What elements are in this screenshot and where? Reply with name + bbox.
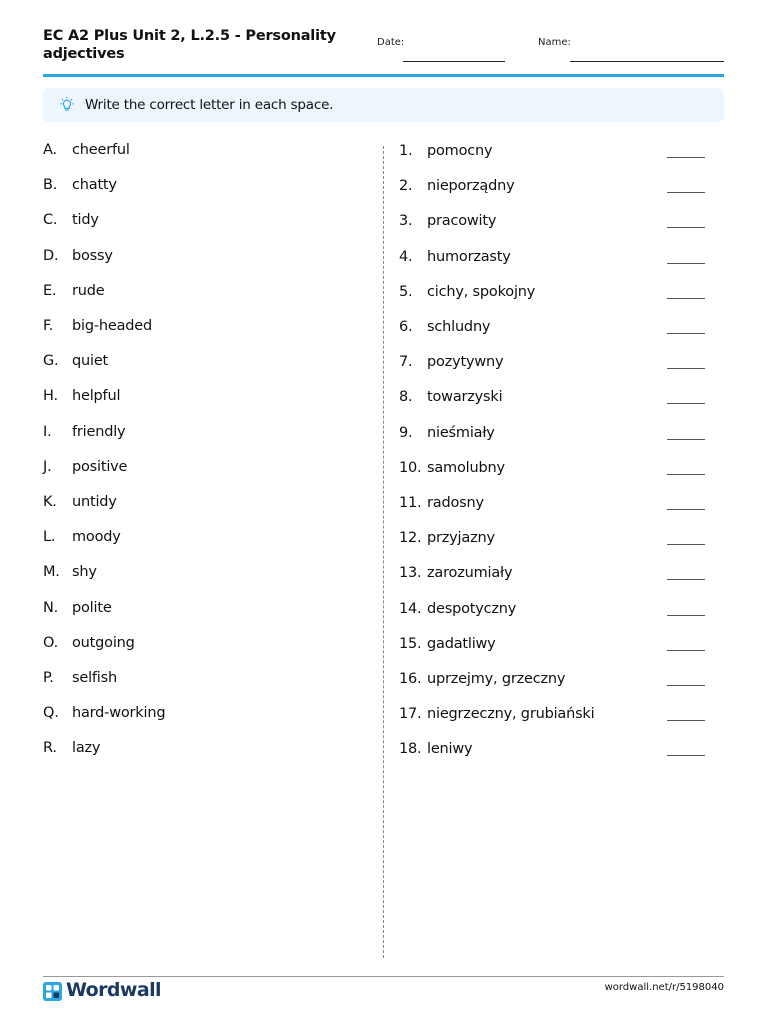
item-number: 4.: [399, 248, 413, 265]
number-item: [399, 706, 709, 730]
item-letter: E.: [43, 282, 57, 299]
item-number: 12.: [399, 530, 422, 547]
polish-word: humorzasty: [427, 248, 511, 265]
answer-blank[interactable]: [667, 544, 705, 545]
english-word: polite: [72, 599, 112, 616]
item-letter: B.: [43, 177, 58, 194]
item-number: 11.: [399, 495, 422, 511]
answer-blank[interactable]: [667, 615, 705, 616]
polish-word: przyjazny: [427, 530, 495, 547]
polish-word: leniwy: [427, 741, 473, 758]
name-label: Name:: [538, 37, 571, 48]
number-item: [399, 601, 709, 625]
polish-word: samolubny: [427, 459, 505, 476]
answer-blank[interactable]: [667, 333, 705, 334]
item-number: 8.: [399, 389, 413, 406]
english-word: shy: [72, 564, 97, 581]
answer-blank[interactable]: [667, 579, 705, 580]
item-number: 15.: [399, 635, 422, 652]
item-letter: K.: [43, 494, 57, 510]
polish-word: uprzejmy, grzeczny: [427, 671, 566, 687]
item-letter: J.: [43, 458, 52, 475]
name-line: [570, 61, 724, 62]
item-letter: N.: [43, 599, 59, 616]
date-line: [403, 61, 505, 62]
polish-word: cichy, spokojny: [427, 283, 536, 300]
instruction-banner: [43, 88, 724, 122]
english-word: friendly: [72, 423, 126, 440]
item-number: 1.: [399, 143, 413, 159]
instruction-text: Write the correct letter in each space.: [85, 97, 334, 113]
footer-rule: [43, 976, 724, 977]
number-item: [399, 354, 709, 378]
number-item: [399, 143, 709, 167]
item-letter: D.: [43, 247, 59, 264]
english-word: moody: [72, 529, 121, 546]
polish-word: towarzyski: [427, 389, 503, 406]
item-letter: Q.: [43, 705, 59, 722]
polish-word: schludny: [427, 319, 491, 335]
polish-word: nieporządny: [427, 178, 515, 195]
date-label: Date:: [377, 37, 405, 48]
english-word: untidy: [72, 494, 117, 510]
polish-word: pracowity: [427, 213, 497, 230]
answer-blank[interactable]: [667, 227, 705, 228]
item-letter: A.: [43, 142, 57, 158]
english-word: tidy: [72, 212, 99, 229]
polish-word: nieśmiały: [427, 424, 495, 441]
answer-blank[interactable]: [667, 368, 705, 369]
header-rule: [43, 74, 724, 77]
number-item: [399, 213, 709, 237]
english-word: helpful: [72, 388, 121, 405]
item-number: 5.: [399, 283, 413, 300]
item-number: 10.: [399, 459, 422, 476]
english-word: cheerful: [72, 142, 130, 158]
polish-word: gadatliwy: [427, 635, 496, 652]
english-word: lazy: [72, 740, 101, 757]
worksheet-title: EC A2 Plus Unit 2, L.2.5 - Personality adjectives: [43, 28, 336, 62]
source-url: wordwall.net/r/5198040: [604, 982, 724, 993]
english-word: bossy: [72, 247, 113, 264]
answer-blank[interactable]: [667, 157, 705, 158]
wordwall-logo-icon: [43, 982, 62, 1001]
item-number: 18.: [399, 741, 422, 758]
polish-word: niegrzeczny, grubiański: [427, 706, 595, 723]
answer-blank[interactable]: [667, 509, 705, 510]
item-letter: I.: [43, 423, 52, 440]
answer-blank[interactable]: [667, 720, 705, 721]
polish-word: despotyczny: [427, 600, 517, 617]
lightbulb-icon: [58, 96, 76, 114]
polish-word: pomocny: [427, 143, 493, 159]
number-item: [399, 249, 709, 273]
item-number: 17.: [399, 706, 422, 723]
item-number: 7.: [399, 354, 413, 371]
number-item: [399, 636, 709, 660]
polish-word: pozytywny: [427, 354, 504, 371]
number-item: [399, 565, 709, 589]
answer-blank[interactable]: [667, 755, 705, 756]
english-word: hard-working: [72, 705, 166, 722]
number-item: [399, 671, 709, 695]
number-item: [399, 425, 709, 449]
polish-word: zarozumiały: [427, 565, 513, 582]
item-number: 2.: [399, 178, 413, 195]
answer-blank[interactable]: [667, 650, 705, 651]
number-item: [399, 284, 709, 308]
item-number: 3.: [399, 213, 413, 230]
item-number: 13.: [399, 565, 422, 582]
item-letter: R.: [43, 740, 57, 757]
answer-blank[interactable]: [667, 298, 705, 299]
english-word: chatty: [72, 177, 117, 194]
item-number: 9.: [399, 424, 413, 441]
english-word: quiet: [72, 353, 109, 370]
english-word: rude: [72, 282, 105, 299]
english-word: outgoing: [72, 634, 135, 651]
column-divider: [383, 146, 384, 958]
answer-blank[interactable]: [667, 685, 705, 686]
answer-blank[interactable]: [667, 474, 705, 475]
item-letter: L.: [43, 529, 56, 546]
english-word: big-headed: [72, 318, 152, 334]
item-number: 6.: [399, 319, 413, 335]
number-item: [399, 495, 709, 519]
answer-blank[interactable]: [667, 263, 705, 264]
number-item: [399, 178, 709, 202]
wordwall-logo-text: Wordwall: [66, 979, 161, 1001]
item-letter: M.: [43, 564, 60, 581]
number-item: [399, 741, 709, 765]
english-word: positive: [72, 458, 128, 475]
number-item: [399, 460, 709, 484]
item-letter: C.: [43, 212, 58, 229]
item-letter: O.: [43, 634, 59, 651]
polish-word: radosny: [427, 495, 484, 511]
item-letter: H.: [43, 388, 58, 405]
english-word: selfish: [72, 670, 117, 686]
answer-blank[interactable]: [667, 439, 705, 440]
item-number: 16.: [399, 671, 422, 687]
item-letter: G.: [43, 353, 59, 370]
number-item: [399, 530, 709, 554]
answer-blank[interactable]: [667, 403, 705, 404]
item-letter: P.: [43, 670, 54, 686]
number-item: [399, 319, 709, 343]
number-item: [399, 389, 709, 413]
item-letter: F.: [43, 318, 54, 334]
item-number: 14.: [399, 600, 422, 617]
answer-blank[interactable]: [667, 192, 705, 193]
